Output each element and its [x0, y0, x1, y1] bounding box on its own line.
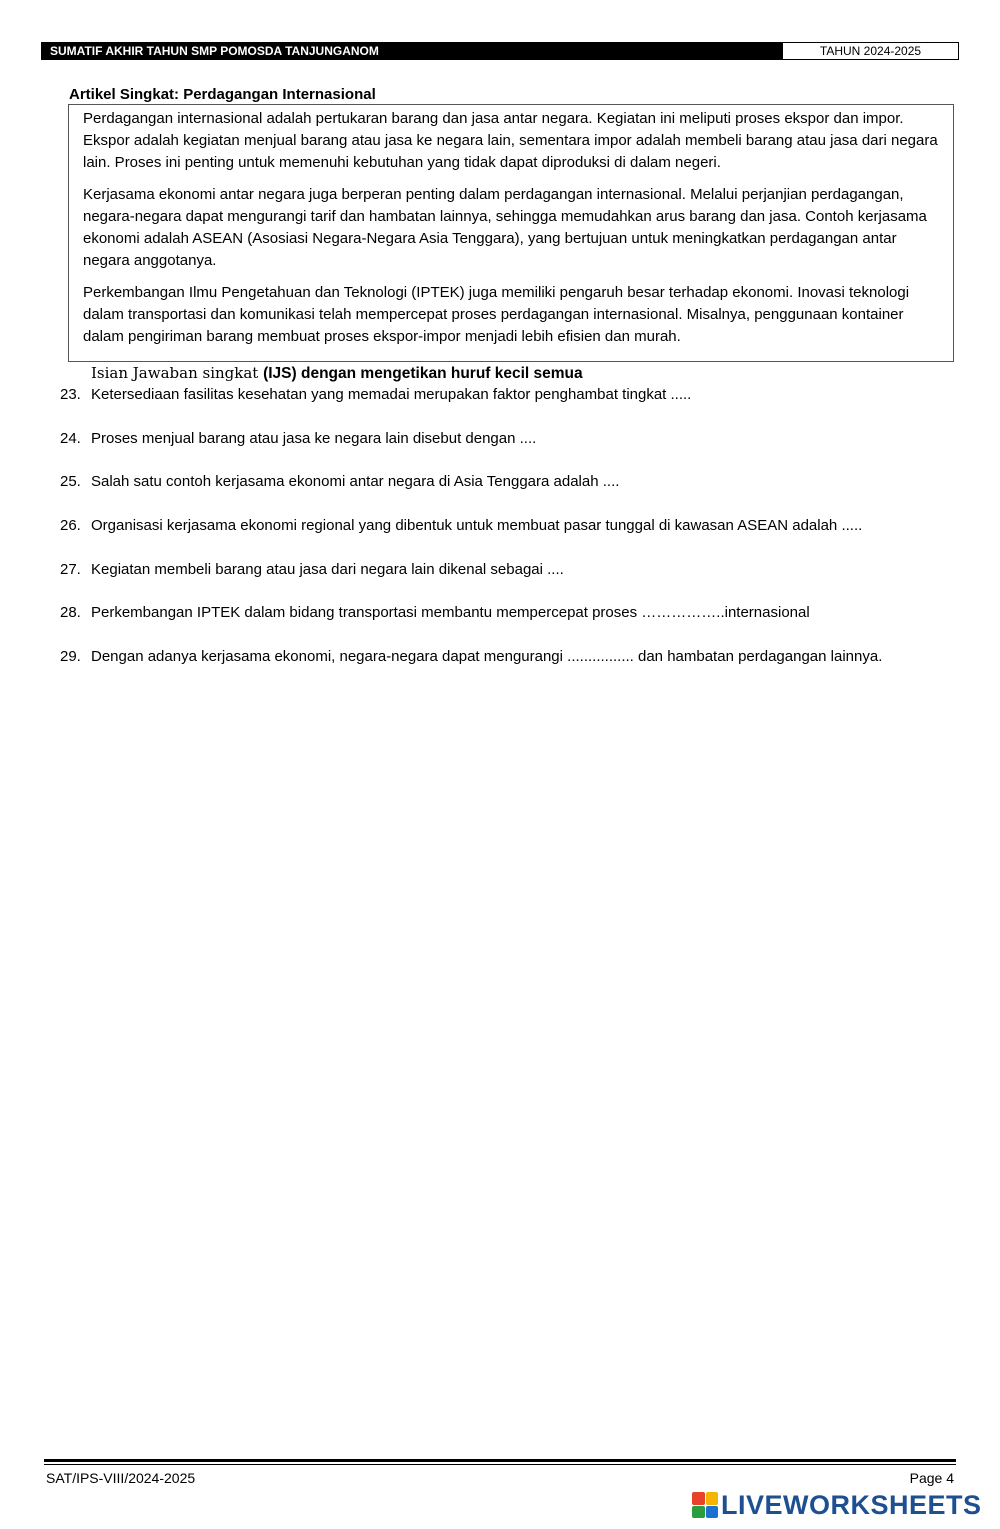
- logo-square-red: [692, 1492, 705, 1505]
- instruction-text: Isian Jawaban singkat: [91, 364, 264, 382]
- article-box: [68, 104, 954, 362]
- article-paragraph: Perdagangan internasional adalah pertukaran barang dan jasa antar negara. Kegiatan ini meliputi proses ekspor dan impor. Ekspor adalah kegiatan menjual barang atau jasa ke negara lain, sementara impor adalah membeli barang atau jasa dari negara lain. Proses ini penting untuk memenuhi kebutuhan yang tidak dapat diproduksi di dalam negeri.: [83, 110, 938, 171]
- document-code: SAT/IPS-VIII/2024-2025: [46, 1470, 196, 1486]
- question-text: Salah satu contoh kerjasama ekonomi antar negara di Asia Tenggara adalah ....: [91, 473, 620, 491]
- page-header: [41, 42, 959, 60]
- liveworksheets-logo[interactable]: [692, 1490, 982, 1520]
- liveworksheets-wordmark: LIVEWORKSHEETS: [721, 1489, 982, 1520]
- question-29: [60, 647, 960, 667]
- question-text: Kegiatan membeli barang atau jasa dari negara lain dikenal sebagai ....: [91, 560, 564, 578]
- question-number: 24.: [60, 429, 81, 447]
- question-number: 26.: [60, 517, 81, 535]
- question-28: [60, 603, 960, 623]
- instruction: [91, 364, 583, 383]
- article-paragraph: Kerjasama ekonomi antar negara juga berperan penting dalam perdagangan internasional. Melalui perjanjian perdagangan, negara-negara dapat mengurangi tarif dan hambatan lainnya, sehingga memudahkan arus barang dan jasa. Contoh kerjasama ekonomi adalah ASEAN (Asosiasi Negara-Negara Asia Tenggara), yang bertujuan untuk meningkatkan perdagangan antar negara anggotanya.: [83, 186, 927, 269]
- question-list: [60, 385, 960, 691]
- question-number: 25.: [60, 473, 81, 491]
- question-number: 29.: [60, 648, 81, 666]
- question-text: Perkembangan IPTEK dalam bidang transportasi membantu mempercepat proses ……………..internasional: [91, 604, 810, 622]
- question-24: [60, 429, 960, 449]
- instruction-emphasis: (IJS) dengan mengetikan huruf kecil semua: [263, 365, 583, 382]
- question-text: Organisasi kerjasama ekonomi regional yang dibentuk untuk membuat pasar tunggal di kawasan ASEAN adalah .....: [91, 517, 863, 535]
- question-26: [60, 516, 960, 536]
- logo-square-green: [692, 1506, 705, 1519]
- question-number: 23.: [60, 386, 81, 403]
- page-number: Page 4: [909, 1470, 954, 1486]
- footer-divider-thin: [44, 1464, 956, 1465]
- school-year: TAHUN 2024-2025: [819, 44, 922, 58]
- question-27: [60, 560, 960, 580]
- question-number: 28.: [60, 604, 81, 622]
- question-number: 27.: [60, 560, 81, 578]
- question-23: [60, 385, 960, 405]
- logo-square-blue: [706, 1506, 719, 1519]
- question-text: Proses menjual barang atau jasa ke negara lain disebut dengan ....: [91, 429, 537, 447]
- school-title: SUMATIF AKHIR TAHUN SMP POMOSDA TANJUNGANOM: [42, 43, 783, 59]
- question-text: Dengan adanya kerjasama ekonomi, negara-negara dapat mengurangi ................ dan hambatan perdagangan lainnya.: [91, 648, 883, 666]
- article-paragraph: Perkembangan Ilmu Pengetahuan dan Teknologi (IPTEK) juga memiliki pengaruh besar terhadap ekonomi. Inovasi teknologi dalam transportasi dan komunikasi telah mempercepat proses perdagangan internasional. Misalnya, penggunaan kontainer dalam pengiriman barang membuat proses ekspor-impor menjadi lebih efisien dan murah.: [83, 284, 910, 345]
- question-text: Ketersediaan fasilitas kesehatan yang memadai merupakan faktor penghambat tingkat .....: [91, 386, 692, 403]
- article-title: Artikel Singkat: Perdagangan Internasional: [69, 86, 376, 103]
- footer-divider: [44, 1459, 956, 1462]
- logo-square-yellow: [706, 1492, 719, 1505]
- question-25: [60, 472, 960, 492]
- liveworksheets-icon: [692, 1492, 718, 1518]
